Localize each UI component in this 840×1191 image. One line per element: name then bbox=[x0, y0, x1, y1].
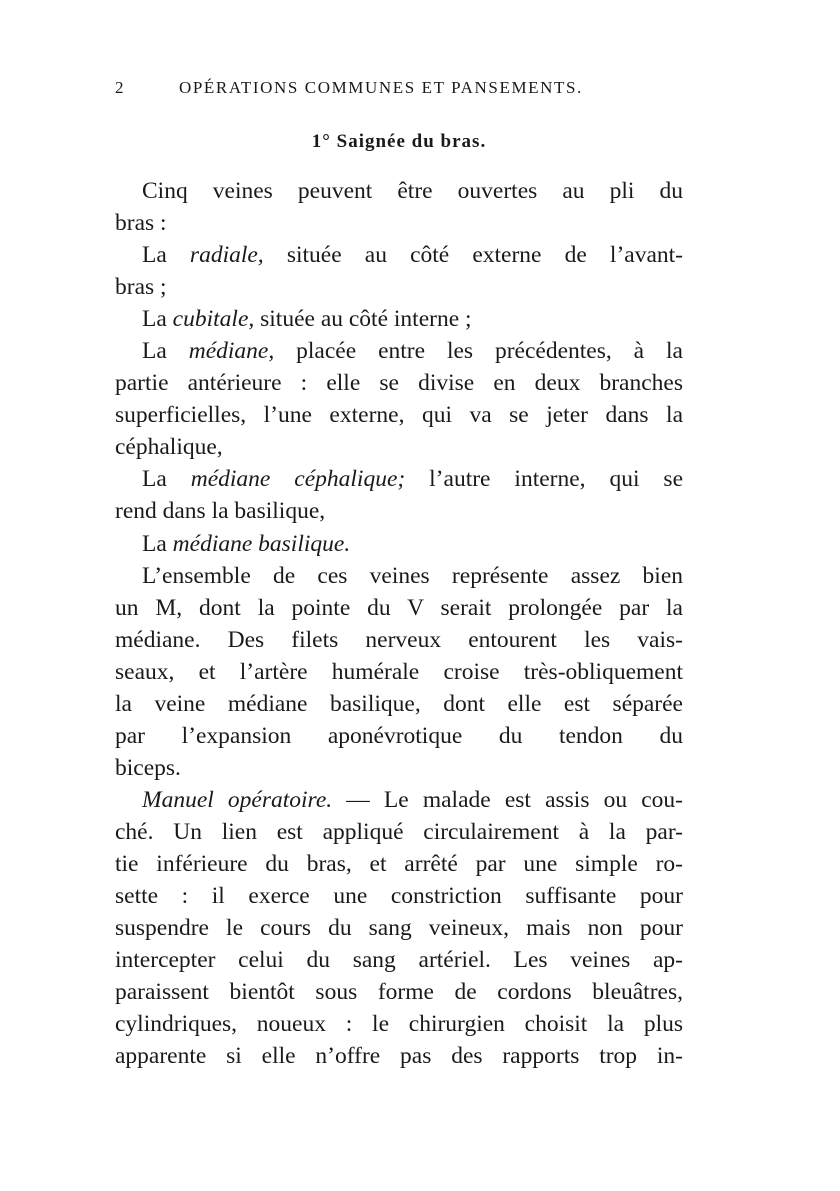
text-span: — Le malade est assis ou cou- bbox=[332, 786, 684, 813]
text-line: suspendre le cours du sang veineux, mais non pour bbox=[115, 915, 683, 942]
text-span: l’autre interne, qui se bbox=[405, 466, 684, 493]
running-head bbox=[115, 78, 635, 102]
italic-term: médiane céphalique; bbox=[190, 466, 406, 493]
text-line: bras : bbox=[115, 210, 167, 237]
text-span: située au côté interne ; bbox=[254, 306, 472, 333]
italic-term: médiane basilique. bbox=[172, 530, 351, 557]
text-line: tie inférieure du bras, et arrêté par une simple ro- bbox=[115, 850, 683, 877]
italic-term: radiale, bbox=[189, 242, 264, 269]
text-line bbox=[115, 239, 683, 271]
text-line: médiane. Des filets nerveux entourent les vais- bbox=[115, 626, 683, 653]
text-span: La bbox=[142, 530, 173, 557]
text-line: cylindriques, noueux : le chirurgien choisit la plus bbox=[115, 1011, 683, 1038]
page-number: 2 bbox=[115, 78, 126, 97]
text-span: La bbox=[142, 466, 191, 493]
text-line: céphalique, bbox=[115, 434, 223, 461]
text-line bbox=[115, 784, 683, 816]
text-line: seaux, et l’artère humérale croise très-obliquement bbox=[115, 658, 683, 685]
text-span: située au côté externe de l’avant- bbox=[263, 242, 683, 269]
italic-term: Manuel opératoire. bbox=[142, 786, 333, 813]
text-line: par l’expansion aponévrotique du tendon du bbox=[115, 722, 683, 749]
text-line: la veine médiane basilique, dont elle est séparée bbox=[115, 690, 683, 717]
text-line: apparente si elle n’offre pas des rapports trop in- bbox=[115, 1043, 683, 1070]
italic-term: cubitale, bbox=[172, 306, 255, 333]
text-line: un M, dont la pointe du V serait prolongée par la bbox=[115, 594, 683, 621]
text-line: L’ensemble de ces veines représente assez bien bbox=[142, 562, 683, 589]
section-heading: 1° Saignée du bras. bbox=[311, 131, 487, 152]
italic-term: médiane, bbox=[188, 338, 275, 365]
text-line: paraissent bientôt sous forme de cordons bleuâtres, bbox=[115, 979, 683, 1006]
text-line: Cinq veines peuvent être ouvertes au pli du bbox=[142, 178, 683, 204]
text-line bbox=[115, 528, 683, 560]
text-line: intercepter celui du sang artériel. Les veines ap- bbox=[115, 947, 683, 974]
text-line: sette : il exerce une constriction suffisante pour bbox=[115, 883, 683, 910]
text-span: La bbox=[142, 338, 189, 365]
text-line bbox=[115, 303, 683, 335]
text-line: rend dans la basilique, bbox=[115, 498, 326, 525]
text-span: placée entre les précédentes, à la bbox=[274, 338, 683, 365]
running-title: OPÉRATIONS COMMUNES ET PANSEMENTS. bbox=[179, 78, 583, 97]
text-line: superficielles, l’une externe, qui va se jeter dans la bbox=[115, 402, 683, 429]
text-span: La bbox=[142, 242, 190, 269]
text-line: ché. Un lien est appliqué circulairement à la par- bbox=[115, 818, 683, 845]
body-text bbox=[115, 175, 683, 1072]
text-line: biceps. bbox=[115, 754, 181, 781]
text-line: bras ; bbox=[115, 274, 167, 301]
text-span: La bbox=[142, 306, 173, 333]
text-line bbox=[115, 335, 683, 367]
text-line bbox=[115, 463, 683, 495]
text-line: partie antérieure : elle se divise en deux branches bbox=[115, 370, 683, 397]
